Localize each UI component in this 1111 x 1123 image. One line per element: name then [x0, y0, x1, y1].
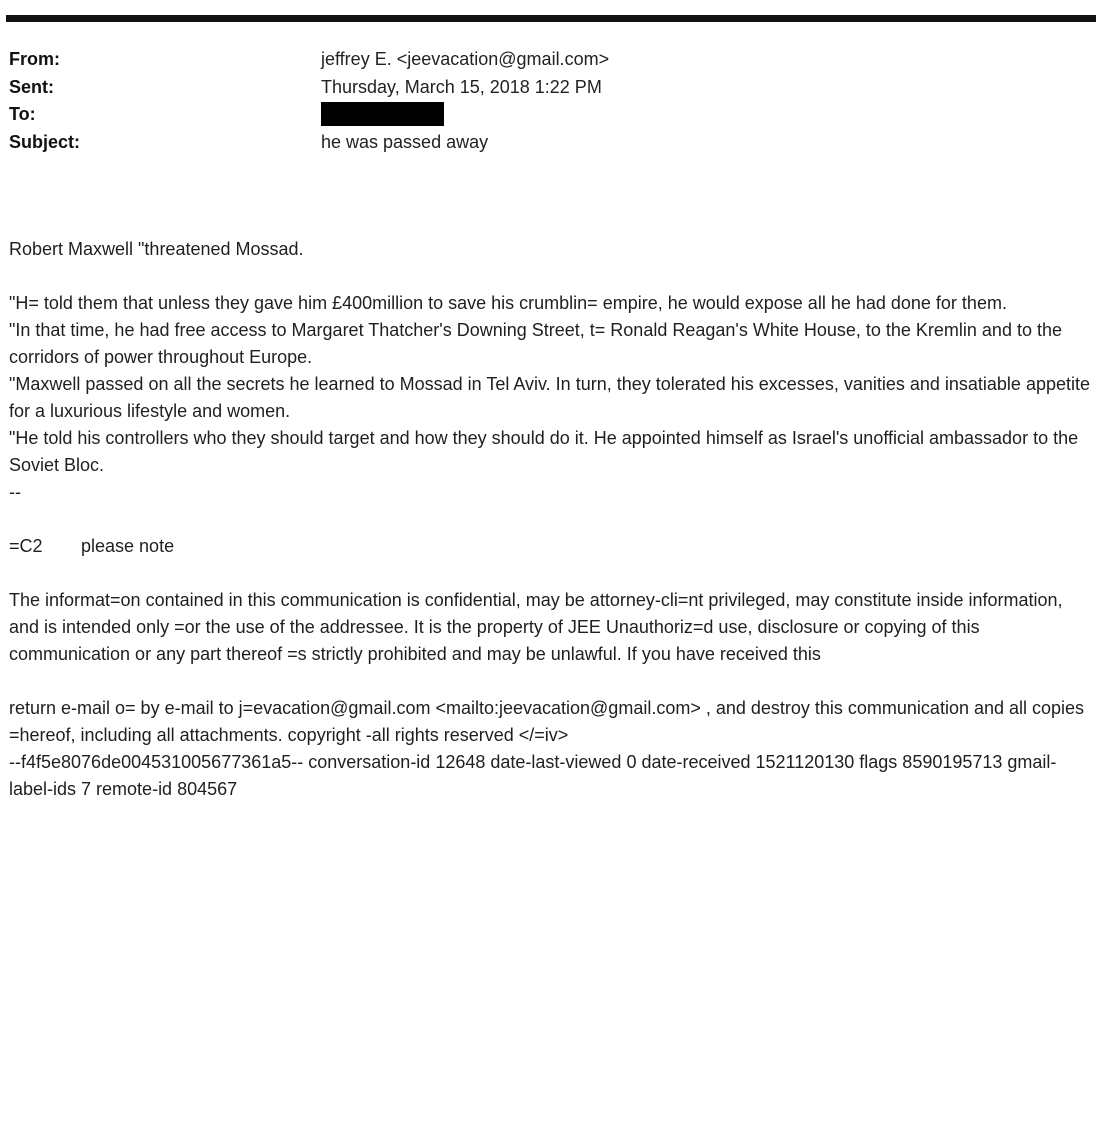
spacer: [9, 506, 1094, 533]
sent-value: Thursday, March 15, 2018 1:22 PM: [321, 76, 602, 97]
from-label: From:: [9, 49, 60, 69]
to-label: To:: [9, 104, 36, 124]
sent-row: [9, 74, 1089, 102]
confidentiality-disclaimer: The informat=on contained in this communication is confidential, may be attorney-cli=nt privileged, may constitute inside information, and is intended only =or the use of the addressee. It is the property of JEE Unauthoriz=d use, disclosure or copying of this communication or any part thereof =s strictly prohibited and may be unlawful. If you have received this: [9, 590, 1063, 664]
from-row: [9, 46, 1089, 74]
note-line: [9, 533, 1094, 560]
body-paragraph: "H= told them that unless they gave him £400million to save his crumblin= empire, he would expose all he had done for them.: [9, 293, 1007, 313]
spacer: [9, 560, 1094, 587]
email-body: [9, 236, 1094, 803]
redaction-block: [321, 102, 444, 126]
note-text: please note: [81, 536, 175, 556]
from-value: jeffrey E. <jeevacation@gmail.com>: [321, 49, 610, 69]
to-row: [9, 101, 1089, 129]
body-paragraph: "He told his controllers who they should target and how they should do it. He appointed himself as Israel's unofficial ambassador to the Soviet Bloc.: [9, 428, 1079, 475]
sent-label: Sent:: [9, 76, 54, 97]
subject-value: he was passed away: [321, 131, 489, 152]
signature-separator: --: [9, 482, 21, 502]
email-header: [9, 46, 1089, 156]
return-instructions: return e-mail o= by e-mail to j=evacation@gmail.com <mailto:jeevacation@gmail.com> , and destroy this communication and all copies =hereof, including all attachments. copyright -all rights reserved </=iv>: [9, 698, 1085, 745]
body-paragraph: "In that time, he had free access to Margaret Thatcher's Downing Street, t= Ronald Reagan's White House, to the Kremlin and to the corridors of power throughout Europe.: [9, 320, 1062, 367]
subject-label: Subject:: [9, 131, 81, 152]
message-metadata: --f4f5e8076de004531005677361a5-- conversation-id 12648 date-last-viewed 0 date-received 1521120130 flags 8590195713 gmail-label-ids 7 remote-id 804567: [9, 752, 1057, 799]
top-divider: [6, 15, 1096, 22]
subject-row: [9, 129, 1089, 157]
spacer: [9, 668, 1094, 695]
note-prefix: =C2: [9, 536, 43, 556]
body-paragraph: "Maxwell passed on all the secrets he learned to Mossad in Tel Aviv. In turn, they tolerated his excesses, vanities and insatiable appetite for a luxurious lifestyle and women.: [9, 374, 1091, 421]
body-opening-line: Robert Maxwell "threatened Mossad.: [9, 239, 304, 259]
spacer: [9, 263, 1094, 290]
